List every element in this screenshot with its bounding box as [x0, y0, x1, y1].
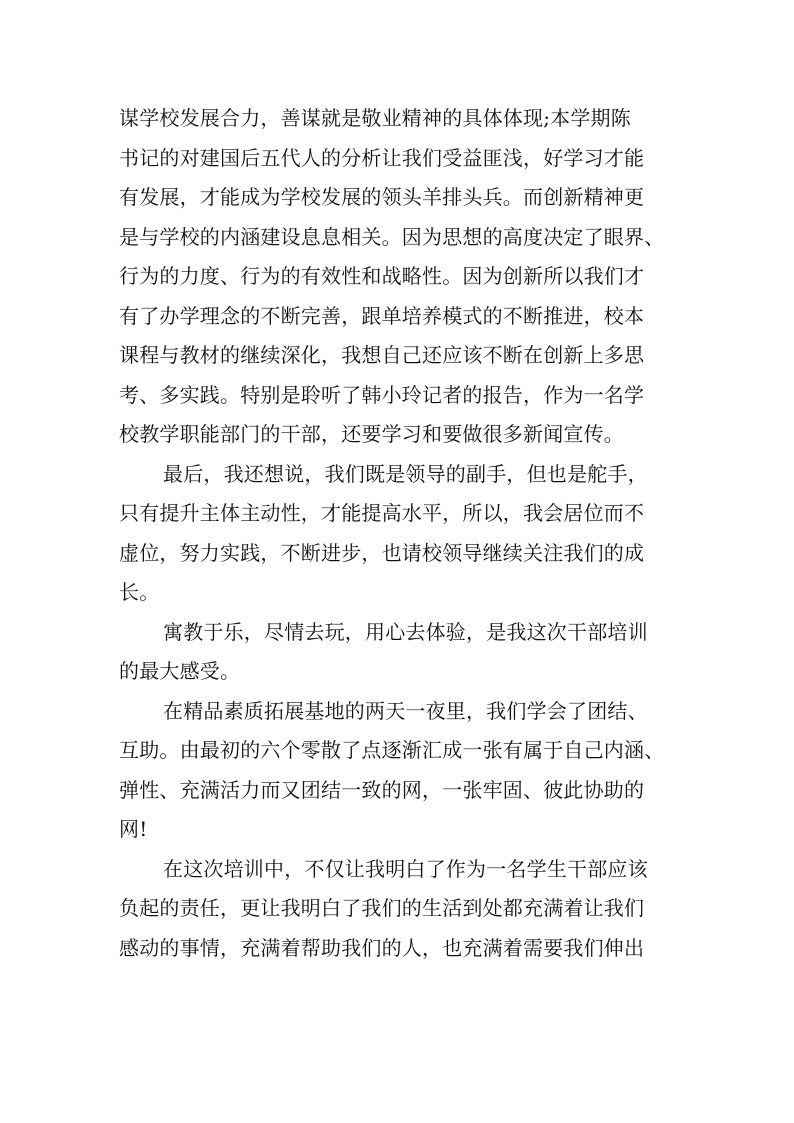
paragraph-first-line: 在精品素质拓展基地的两天一夜里，我们学会了团结、: [163, 698, 648, 723]
text-line: 是与学校的内涵建设息息相关。因为思想的高度决定了眼界、: [119, 224, 665, 249]
text-line: 有发展，才能成为学校发展的领头羊排头兵。而创新精神更: [119, 185, 645, 209]
text-line: 课程与教材的继续深化，我想自己还应该不断在创新上多思: [119, 343, 645, 367]
text-line: 的最大感受。: [119, 659, 241, 683]
paragraph-first-line: 最后，我还想说，我们既是领导的副手，但也是舵手，: [163, 461, 648, 486]
text-line: 长。: [119, 580, 160, 604]
text-line: 网!: [119, 817, 148, 841]
paragraph-first-line: 寓教于乐，尽情去玩，用心去体验，是我这次干部培训: [163, 619, 648, 644]
text-line: 书记的对建国后五代人的分析让我们受益匪浅，好学习才能: [119, 145, 645, 170]
paragraph-first-line: 在这次培训中，不仅让我明白了作为一名学生干部应该: [163, 856, 648, 881]
text-line: 谋学校发展合力，善谋就是敬业精神的具体体现;本学期陈: [119, 106, 631, 130]
text-line: 只有提升主体主动性，才能提高水平，所以，我会居位而不: [119, 501, 645, 525]
text-line: 考、多实践。特别是聆听了韩小玲记者的报告，作为一名学: [119, 382, 645, 407]
text-line: 弹性、充满活力而又团结一致的网，一张牢固、彼此协助的: [119, 777, 645, 802]
document-body: [119, 99, 679, 968]
text-line: 校教学职能部门的干部，还要学习和要做很多新闻宣传。: [119, 422, 624, 446]
text-line: 虚位，努力实践，不断进步，也请校领导继续关注我们的成: [119, 540, 645, 565]
text-line: 负起的责任，更让我明白了我们的生活到处都充满着让我们: [119, 896, 645, 920]
text-line: 行为的力度、行为的有效性和战略性。因为创新所以我们才: [119, 264, 645, 288]
text-line: 互助。由最初的六个零散了点逐渐汇成一张有属于自己内涵、: [119, 738, 665, 762]
text-line: 有了办学理念的不断完善，跟单培养模式的不断推进，校本: [119, 303, 645, 328]
text-line: 感动的事情，充满着帮助我们的人，也充满着需要我们伸出: [119, 935, 645, 960]
